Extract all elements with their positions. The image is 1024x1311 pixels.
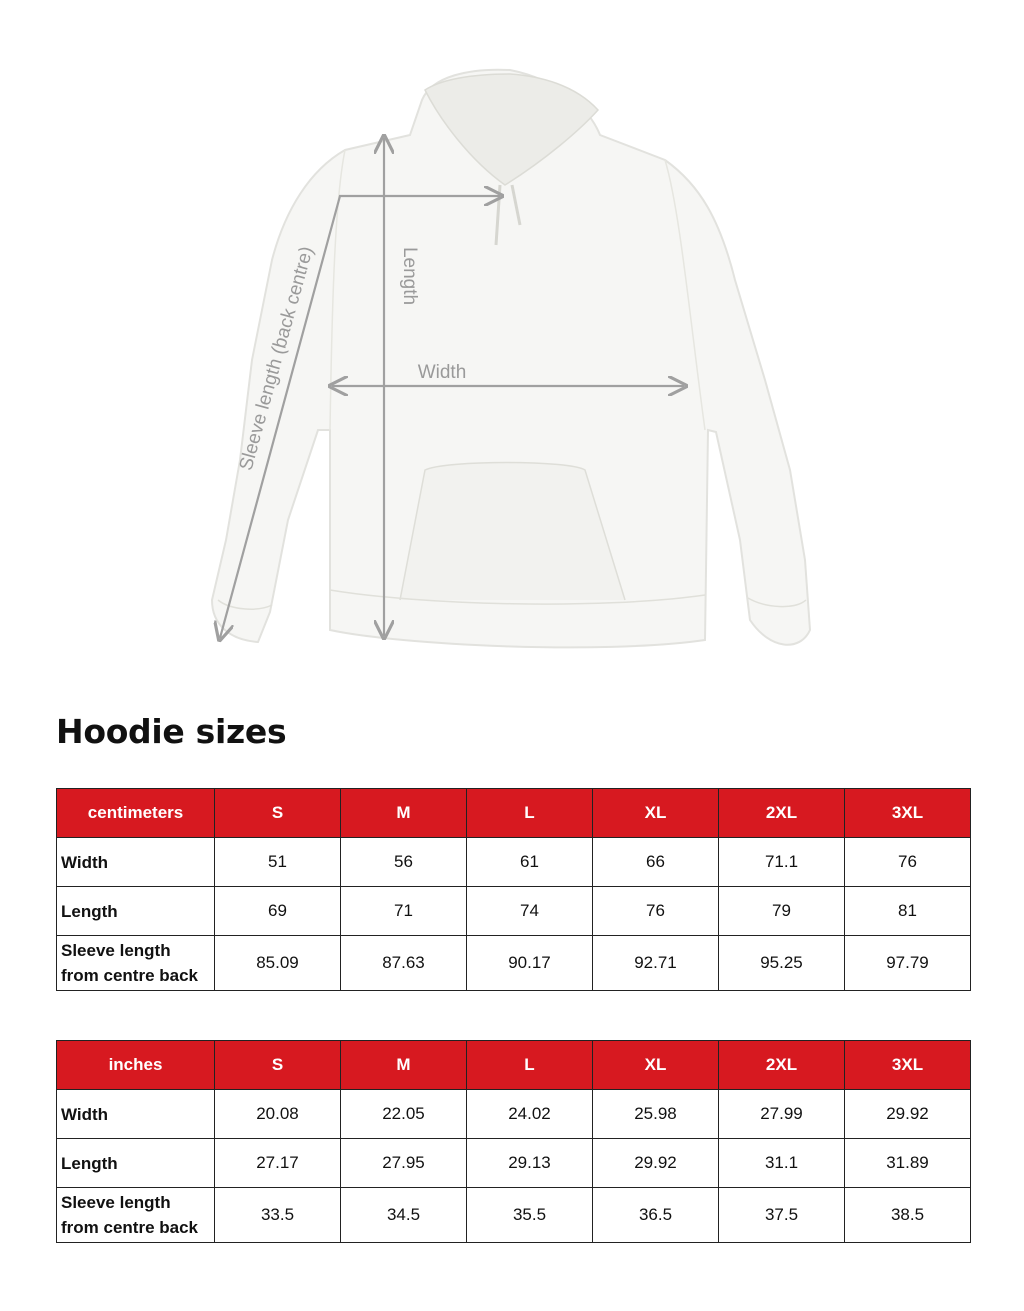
table-cell: 97.79 bbox=[845, 936, 971, 991]
size-header: S bbox=[215, 789, 341, 838]
row-label: Length bbox=[57, 1139, 215, 1188]
table-cell: 29.92 bbox=[593, 1139, 719, 1188]
table-header-row bbox=[57, 789, 971, 838]
table-cell: 20.08 bbox=[215, 1090, 341, 1139]
unit-header: centimeters bbox=[57, 789, 215, 838]
table-cell: 85.09 bbox=[215, 936, 341, 991]
size-header: M bbox=[341, 1041, 467, 1090]
row-label-line: from centre back bbox=[61, 966, 198, 985]
table-row bbox=[57, 838, 971, 887]
row-label: Width bbox=[57, 838, 215, 887]
length-label: Length bbox=[399, 246, 420, 306]
table-cell: 24.02 bbox=[467, 1090, 593, 1139]
page-title: Hoodie sizes bbox=[56, 712, 287, 751]
width-label: Width bbox=[417, 362, 467, 383]
row-label-line: Sleeve length bbox=[61, 941, 171, 960]
table-cell: 31.1 bbox=[719, 1139, 845, 1188]
sleeve-label: Sleeve length (back centre) bbox=[235, 244, 318, 473]
unit-header: inches bbox=[57, 1041, 215, 1090]
size-header: XL bbox=[593, 789, 719, 838]
row-label-line: from centre back bbox=[61, 1218, 198, 1237]
table-cell: 29.92 bbox=[845, 1090, 971, 1139]
table-cell: 79 bbox=[719, 887, 845, 936]
table-cell: 76 bbox=[845, 838, 971, 887]
table-cell: 27.99 bbox=[719, 1090, 845, 1139]
table-cell: 51 bbox=[215, 838, 341, 887]
table-cell: 71 bbox=[341, 887, 467, 936]
row-label-line: Sleeve length bbox=[61, 1193, 171, 1212]
size-header: 3XL bbox=[845, 789, 971, 838]
table-cell: 61 bbox=[467, 838, 593, 887]
hoodie-shape bbox=[212, 70, 810, 648]
table-cell: 37.5 bbox=[719, 1188, 845, 1243]
table-row bbox=[57, 1090, 971, 1139]
table-cell: 36.5 bbox=[593, 1188, 719, 1243]
table-row bbox=[57, 936, 971, 991]
table-row bbox=[57, 1188, 971, 1243]
size-header: 2XL bbox=[719, 1041, 845, 1090]
size-table-cm bbox=[56, 788, 971, 991]
table-cell: 76 bbox=[593, 887, 719, 936]
table-cell: 35.5 bbox=[467, 1188, 593, 1243]
table-cell: 69 bbox=[215, 887, 341, 936]
table-cell: 95.25 bbox=[719, 936, 845, 991]
table-cell: 34.5 bbox=[341, 1188, 467, 1243]
table-row bbox=[57, 887, 971, 936]
size-table-inches bbox=[56, 1040, 971, 1243]
table-header-row bbox=[57, 1041, 971, 1090]
table-cell: 33.5 bbox=[215, 1188, 341, 1243]
row-label: Width bbox=[57, 1090, 215, 1139]
table-cell: 29.13 bbox=[467, 1139, 593, 1188]
table-cell: 74 bbox=[467, 887, 593, 936]
table-cell: 56 bbox=[341, 838, 467, 887]
size-header: XL bbox=[593, 1041, 719, 1090]
size-header: L bbox=[467, 1041, 593, 1090]
size-header: 3XL bbox=[845, 1041, 971, 1090]
table-cell: 38.5 bbox=[845, 1188, 971, 1243]
size-header: L bbox=[467, 789, 593, 838]
table-cell: 27.17 bbox=[215, 1139, 341, 1188]
table-cell: 66 bbox=[593, 838, 719, 887]
size-header: 2XL bbox=[719, 789, 845, 838]
table-cell: 22.05 bbox=[341, 1090, 467, 1139]
table-cell: 27.95 bbox=[341, 1139, 467, 1188]
table-row bbox=[57, 1139, 971, 1188]
table-cell: 71.1 bbox=[719, 838, 845, 887]
table-cell: 31.89 bbox=[845, 1139, 971, 1188]
table-cell: 90.17 bbox=[467, 936, 593, 991]
table-cell: 81 bbox=[845, 887, 971, 936]
size-header: M bbox=[341, 789, 467, 838]
row-label bbox=[57, 1188, 215, 1243]
row-label bbox=[57, 936, 215, 991]
table-cell: 25.98 bbox=[593, 1090, 719, 1139]
size-header: S bbox=[215, 1041, 341, 1090]
table-cell: 92.71 bbox=[593, 936, 719, 991]
row-label: Length bbox=[57, 887, 215, 936]
table-cell: 87.63 bbox=[341, 936, 467, 991]
